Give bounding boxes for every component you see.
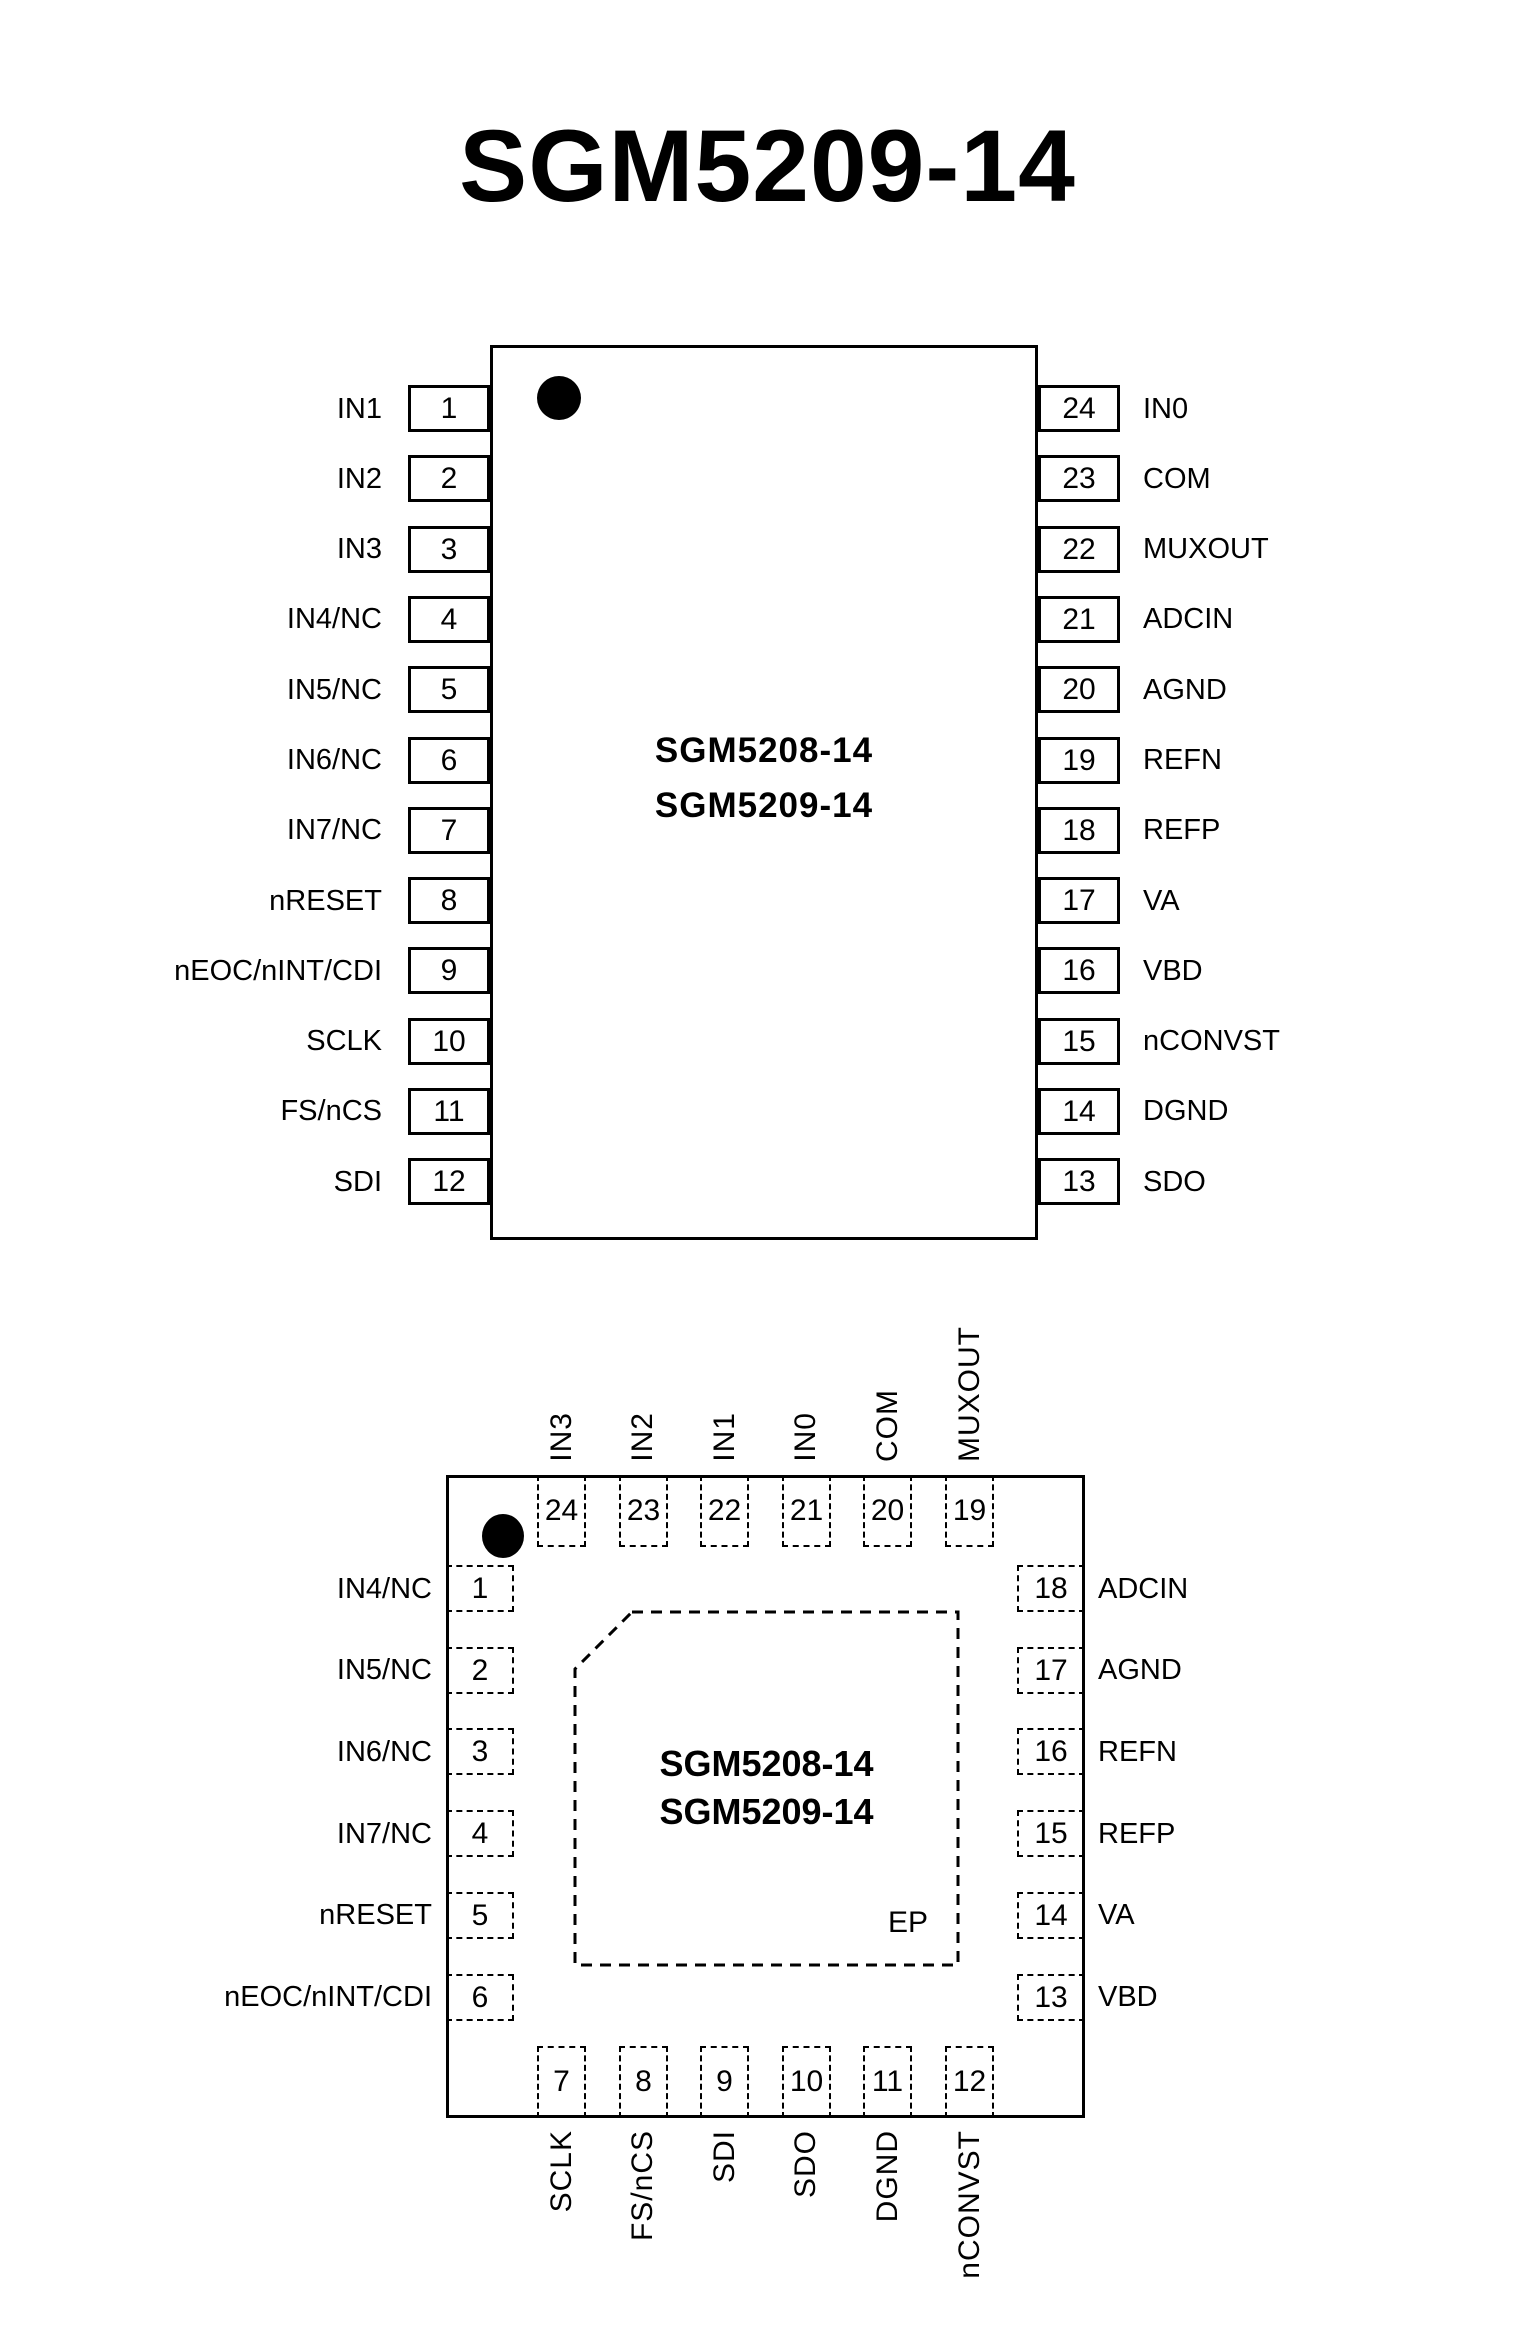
pin1-marker-dot: [537, 376, 581, 420]
pin-label: AGND: [1098, 1654, 1182, 1686]
pin-box: [408, 947, 490, 994]
pin-label: ADCIN: [1143, 603, 1234, 635]
pin-pad: [537, 2046, 586, 2118]
pin-label: IN0: [1143, 393, 1189, 425]
pin-number: 3: [440, 532, 458, 566]
pin-label: IN5/NC: [286, 674, 382, 706]
pin-pad: [1017, 1974, 1085, 2021]
pin-label: REFP: [1098, 1818, 1176, 1850]
pin-label: VBD: [1143, 955, 1203, 987]
pin-label: IN2: [626, 1412, 659, 1462]
pin-label: FS/nCS: [280, 1095, 382, 1127]
pin-number: 16: [1034, 1734, 1068, 1768]
pin-label: nEOC/nINT/CDI: [224, 1981, 432, 2013]
pin-number: 1: [440, 391, 458, 425]
pin-pad: [1017, 1647, 1085, 1694]
pin-number: 11: [433, 1094, 465, 1128]
pin-number: 18: [1062, 813, 1096, 847]
pin-label: COM: [1143, 463, 1211, 495]
pin-label: nEOC/nINT/CDI: [174, 955, 382, 987]
pin-label: REFN: [1098, 1736, 1177, 1768]
pin-number: 5: [440, 672, 458, 706]
pin-label: SDI: [333, 1166, 382, 1198]
pin-label: SDO: [1143, 1166, 1206, 1198]
pin-box: [1038, 1158, 1120, 1205]
pin-label: IN3: [336, 533, 382, 565]
pin-number: 21: [789, 1494, 824, 1527]
pin-number: 6: [471, 1980, 489, 2014]
pin-label: DGND: [871, 2130, 904, 2223]
pin-number: 7: [440, 813, 458, 847]
pin-label: MUXOUT: [1143, 533, 1269, 565]
pin-box: [408, 807, 490, 854]
pin-box: [1038, 807, 1120, 854]
pin-number: 1: [471, 1571, 489, 1605]
pin-label: IN5/NC: [336, 1654, 432, 1686]
pin-number: 14: [1034, 1898, 1068, 1932]
pin-pad: [446, 1647, 514, 1694]
pin-box: [408, 526, 490, 573]
pin-pad: [446, 1974, 514, 2021]
pin-label: SCLK: [545, 2130, 578, 2213]
pin-label: ADCIN: [1098, 1573, 1189, 1605]
pin-box: [408, 1158, 490, 1205]
pin-number: 8: [440, 883, 458, 917]
pin-label: SDI: [708, 2130, 741, 2184]
pin-label: IN1: [336, 393, 382, 425]
pin-label: IN4/NC: [336, 1573, 432, 1605]
pin-box: [1038, 526, 1120, 573]
ep-label: EP: [887, 1906, 928, 1939]
pin-number: 9: [716, 2065, 733, 2098]
pin-label: nRESET: [269, 885, 382, 917]
pin-label: IN2: [336, 463, 382, 495]
pin-label: REFN: [1143, 744, 1222, 776]
pin-number: 24: [544, 1494, 579, 1527]
pin-pad: [945, 2046, 994, 2118]
chip-label-line2: SGM5209-14: [659, 1791, 874, 1832]
pin-box: [1038, 596, 1120, 643]
pin-number: 19: [952, 1494, 987, 1527]
pin-number: 2: [440, 461, 458, 495]
pin-label: MUXOUT: [953, 1326, 986, 1462]
pin-number: 22: [707, 1494, 742, 1527]
pin-number: 11: [871, 2065, 904, 2098]
pin-number: 15: [1062, 1024, 1096, 1058]
pin-number: 20: [1062, 672, 1096, 706]
pin-box: [1038, 737, 1120, 784]
chip-label-line1: SGM5208-14: [654, 731, 874, 770]
pin-label: IN6/NC: [286, 744, 382, 776]
pin-label: IN4/NC: [286, 603, 382, 635]
pin-label: SDO: [789, 2130, 822, 2199]
pin-number: 10: [789, 2065, 824, 2098]
pin-label: IN6/NC: [336, 1736, 432, 1768]
pin-label: IN3: [545, 1412, 578, 1462]
chip-label-line2: SGM5209-14: [654, 786, 874, 825]
pin-pad: [1017, 1892, 1085, 1939]
pin-number: 18: [1034, 1571, 1068, 1605]
pin-pad: [863, 2046, 912, 2118]
pin-box: [408, 455, 490, 502]
pin-number: 13: [1034, 1980, 1068, 2014]
pin-number: 2: [471, 1653, 489, 1687]
pin-pad: [446, 1810, 514, 1857]
pin-label: COM: [871, 1389, 904, 1462]
pin-pad: [863, 1475, 912, 1547]
pin-pad: [1017, 1565, 1085, 1612]
pin-box: [408, 737, 490, 784]
pin-box: [1038, 947, 1120, 994]
pin-label: FS/nCS: [626, 2130, 659, 2242]
pin-number: 14: [1062, 1094, 1096, 1128]
pin-box: [1038, 666, 1120, 713]
pin-number: 6: [440, 743, 458, 777]
pin-number: 23: [626, 1494, 661, 1527]
pin-number: 4: [471, 1816, 489, 1850]
pin-label: VA: [1098, 1899, 1135, 1931]
pin-number: 21: [1062, 602, 1096, 636]
pin-box: [408, 1018, 490, 1065]
pin-number: 4: [440, 602, 458, 636]
pin-pad: [446, 1892, 514, 1939]
pin-label: IN7/NC: [286, 814, 382, 846]
pin-number: 15: [1034, 1816, 1068, 1850]
pin-label: IN7/NC: [336, 1818, 432, 1850]
pin1-marker-dot: [482, 1514, 524, 1558]
pin-box: [1038, 877, 1120, 924]
pin-pad: [446, 1728, 514, 1775]
pin-pad: [619, 1475, 668, 1547]
pin-box: [408, 596, 490, 643]
pin-label: REFP: [1143, 814, 1221, 846]
pin-pad: [782, 1475, 831, 1547]
pin-number: 20: [870, 1494, 905, 1527]
pin-number: 7: [553, 2065, 570, 2098]
pin-label: nCONVST: [953, 2130, 986, 2279]
pin-label: nCONVST: [1143, 1025, 1280, 1057]
pin-pad: [537, 1475, 586, 1547]
pin-box: [408, 666, 490, 713]
pin-number: 17: [1062, 883, 1096, 917]
pin-pad: [1017, 1728, 1085, 1775]
pin-box: [408, 877, 490, 924]
pin-label: SCLK: [306, 1025, 382, 1057]
pin-pad: [619, 2046, 668, 2118]
pin-number: 16: [1062, 953, 1096, 987]
pin-number: 13: [1062, 1164, 1096, 1198]
pin-pad: [945, 1475, 994, 1547]
qfn-chip-label: [575, 1740, 958, 1836]
tssop-chip-label: [490, 723, 1038, 833]
pin-pad: [446, 1565, 514, 1612]
pin-number: 19: [1062, 743, 1096, 777]
pin-label: VA: [1143, 885, 1180, 917]
pin-box: [1038, 455, 1120, 502]
pin-pad: [1017, 1810, 1085, 1857]
pin-number: 10: [432, 1024, 466, 1058]
pin-pad: [700, 2046, 749, 2118]
pin-box: [1038, 385, 1120, 432]
pin-number: 24: [1062, 391, 1096, 425]
pin-number: 9: [440, 953, 458, 987]
pin-box: [408, 385, 490, 432]
pin-label: IN1: [708, 1412, 741, 1462]
pin-pad: [700, 1475, 749, 1547]
pin-number: 3: [471, 1734, 489, 1768]
pin-label: VBD: [1098, 1981, 1158, 2013]
chip-label-line1: SGM5208-14: [659, 1743, 874, 1784]
pin-number: 12: [952, 2065, 987, 2098]
pin-label: DGND: [1143, 1095, 1229, 1127]
pin-pad: [782, 2046, 831, 2118]
pin-box: [408, 1088, 490, 1135]
pin-number: 17: [1034, 1653, 1068, 1687]
page-title: SGM5209-14: [459, 109, 1076, 223]
pin-label: IN0: [789, 1412, 822, 1462]
pin-box: [1038, 1018, 1120, 1065]
pin-label: AGND: [1143, 674, 1227, 706]
pin-number: 8: [635, 2065, 652, 2098]
pin-label: nRESET: [319, 1899, 432, 1931]
pin-number: 22: [1062, 532, 1096, 566]
pin-number: 5: [471, 1898, 489, 1932]
pin-box: [1038, 1088, 1120, 1135]
pin-number: 12: [432, 1164, 466, 1198]
pin-number: 23: [1062, 461, 1096, 495]
